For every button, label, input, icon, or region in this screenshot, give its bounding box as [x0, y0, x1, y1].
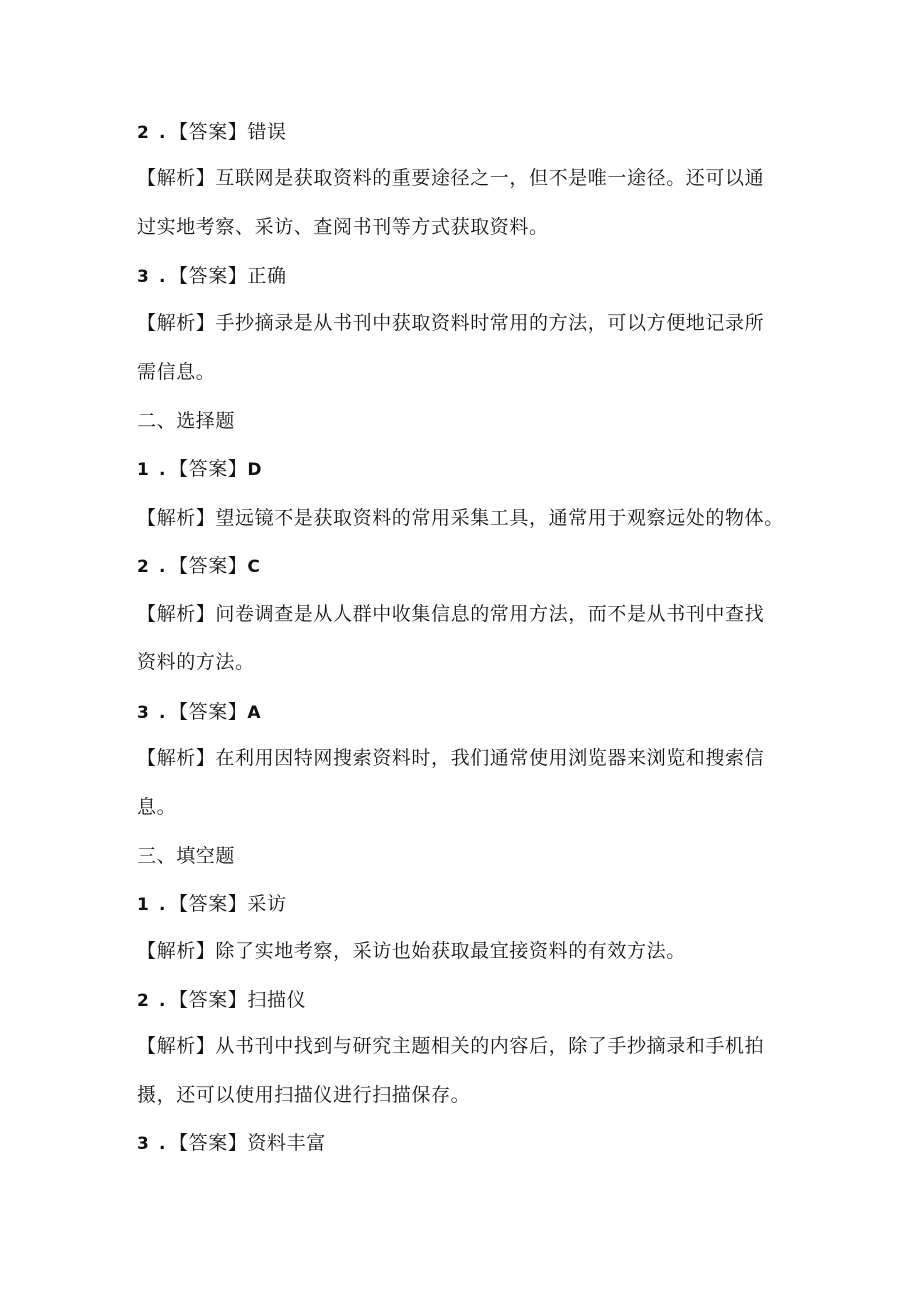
answer-label: 【答案】 [169, 989, 248, 1011]
explanation-line: 【解析】互联网是获取资料的重要途径之一，但不是唯一途径。还可以通 [137, 167, 765, 189]
answer-value: 资料丰富 [247, 1132, 326, 1154]
explanation-line: 资料的方法。 [137, 651, 255, 673]
question-number: 2 [137, 991, 150, 1011]
answer-value: 扫描仪 [247, 989, 307, 1011]
explanation-line: 【解析】在利用因特网搜索资料时，我们通常使用浏览器来浏览和搜索信 [137, 747, 765, 769]
explanation-line: 【解析】问卷调查是从人群中收集信息的常用方法，而不是从书刊中查找 [137, 603, 765, 625]
question-number: 3 [137, 267, 150, 287]
number-separator: . [159, 123, 167, 143]
explanation-line: 息。 [137, 796, 177, 818]
question-number: 3 [137, 703, 150, 723]
answer-line-tf-2 [137, 117, 797, 147]
explanation-line: 摄，还可以使用扫描仪进行扫描保存。 [137, 1084, 471, 1106]
answer-line-fb-2 [137, 985, 797, 1015]
question-number: 2 [137, 123, 150, 143]
question-number: 1 [137, 895, 150, 915]
answer-label: 【答案】 [169, 893, 248, 915]
explanation-line: 【解析】从书刊中找到与研究主题相关的内容后，除了手抄摘录和手机拍 [137, 1035, 765, 1057]
question-number: 1 [137, 460, 150, 480]
section-heading-choice: 二、选择题 [137, 410, 236, 432]
number-separator: . [159, 703, 167, 723]
number-separator: . [159, 267, 167, 287]
explanation-line: 【解析】除了实地考察，采访也始获取最宜接资料的有效方法。 [137, 940, 686, 962]
answer-label: 【答案】 [169, 1132, 248, 1154]
section-heading-fill: 三、填空题 [137, 845, 236, 867]
answer-line-mc-3 [137, 697, 797, 727]
answer-line-mc-1 [137, 454, 797, 484]
answer-label: 【答案】 [169, 555, 248, 577]
number-separator: . [159, 895, 167, 915]
answer-line-fb-1 [137, 889, 797, 919]
answer-label: 【答案】 [169, 701, 248, 723]
answer-value: D [247, 460, 263, 480]
explanation-line: 【解析】望远镜不是获取资料的常用采集工具，通常用于观察远处的物体。 [137, 507, 784, 529]
answer-value: 正确 [247, 265, 287, 287]
question-number: 3 [137, 1134, 150, 1154]
answer-value: C [247, 557, 261, 577]
answer-value: 采访 [247, 893, 287, 915]
answer-label: 【答案】 [169, 458, 248, 480]
answer-value: 错误 [247, 121, 287, 143]
answer-label: 【答案】 [169, 121, 248, 143]
answer-line-fb-3 [137, 1128, 797, 1158]
number-separator: . [159, 991, 167, 1011]
answer-value: A [247, 703, 262, 723]
answer-line-mc-2 [137, 551, 797, 581]
number-separator: . [159, 557, 167, 577]
explanation-line: 【解析】手抄摘录是从书刊中获取资料时常用的方法，可以方便地记录所 [137, 312, 765, 334]
explanation-line: 需信息。 [137, 361, 216, 383]
question-number: 2 [137, 557, 150, 577]
answer-label: 【答案】 [169, 265, 248, 287]
explanation-line: 过实地考察、采访、查阅书刊等方式获取资料。 [137, 216, 549, 238]
number-separator: . [159, 460, 167, 480]
answer-line-tf-3 [137, 261, 797, 291]
number-separator: . [159, 1134, 167, 1154]
